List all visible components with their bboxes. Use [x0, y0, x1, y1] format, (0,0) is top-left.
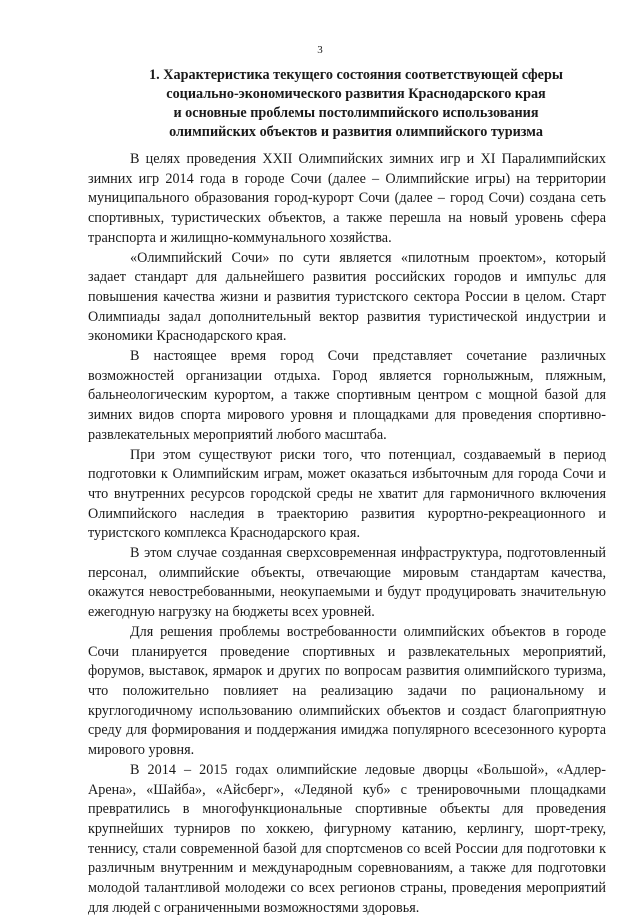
- paragraph: В 2014 – 2015 годах олимпийские ледовые дворцы «Большой», «Адлер-Арена», «Шайба», «Айсберг», «Ледяной куб» с тренировочными площадками превратились в многофункциональные спортивные объекты для проведения крупнейших турниров по хоккею, фигурному катанию, керлингу, шорт-треку, теннису, стали современной базой для спортсменов со всей России для подготовки к различным внутренним и международным соревнованиям, а также для подготовки молодой талантливой молодежи со всех регионов страны, проведения мероприятий для людей с ограниченными возможностями здоровья.: [88, 761, 606, 916]
- section-heading-line: социально-экономического развития Краснодарского края: [166, 86, 546, 102]
- section-heading-line: олимпийских объектов и развития олимпийского туризма: [169, 124, 543, 140]
- section-heading-line: и основные проблемы постолимпийского использования: [173, 105, 539, 121]
- paragraph: В настоящее время город Сочи представляет сочетание различных возможностей организации отдыха. Город является горнолыжным, пляжным, бальнеологическим курортом, а также спортивным центром с мощной базой для зимних видов спорта мирового уровня и площадками для проведения спортивно-развлекательных мероприятий любого масштаба.: [88, 348, 606, 443]
- section-heading-line: 1. Характеристика текущего состояния соответствующей сферы: [149, 67, 563, 83]
- section-heading: [96, 66, 616, 142]
- paragraph: В целях проведения XXII Олимпийских зимних игр и XI Паралимпийских зимних игр 2014 года в городе Сочи (далее – Олимпийские игры) на территории муниципального образования город-курорт Сочи (далее – город Сочи) создана сеть спортивных, туристических объектов, а также перешла на новый уровень сфера транспорта и жилищно-коммунального хозяйства.: [88, 151, 606, 246]
- paragraph: Для решения проблемы востребованности олимпийских объектов в городе Сочи планируется проведение спортивных и развлекательных мероприятий, форумов, выставок, ярмарок и других по вопросам развития олимпийского туризма, что положительно повлияет на реализацию задачи по рациональному и круглогодичному использованию олимпийских объектов и создаст благоприятную среду для формирования и поддержания имиджа популярного всесезонного курорта мирового уровня.: [88, 623, 606, 759]
- paragraph: «Олимпийский Сочи» по сути является «пилотным проектом», который задает стандарт для дальнейшего развития российских городов и импульс для повышения качества жизни и развития туристского сектора России в целом. Старт Олимпиады задал дополнительный вектор развития туристической индустрии и экономики Краснодарского края.: [88, 249, 606, 345]
- page-number: 3: [317, 44, 323, 56]
- paragraph: В этом случае созданная сверхсовременная инфраструктура, подготовленный персонал, олимпийские объекты, отвечающие мировым стандартам качества, окажутся невостребованными, неокупаемыми и будут продуцировать значительную ежегодную нагрузку на бюджеты всех уровней.: [88, 545, 606, 621]
- paragraph: При этом существуют риски того, что потенциал, создаваемый в период подготовки к Олимпийским играм, может оказаться избыточным для города Сочи и что внутренних ресурсов городской среды не хватит для гармоничного включения Олимпийского наследия в траекторию развития курортно-рекреационного и туристского комплекса Краснодарского края.: [88, 446, 606, 542]
- body-text: [88, 150, 606, 918]
